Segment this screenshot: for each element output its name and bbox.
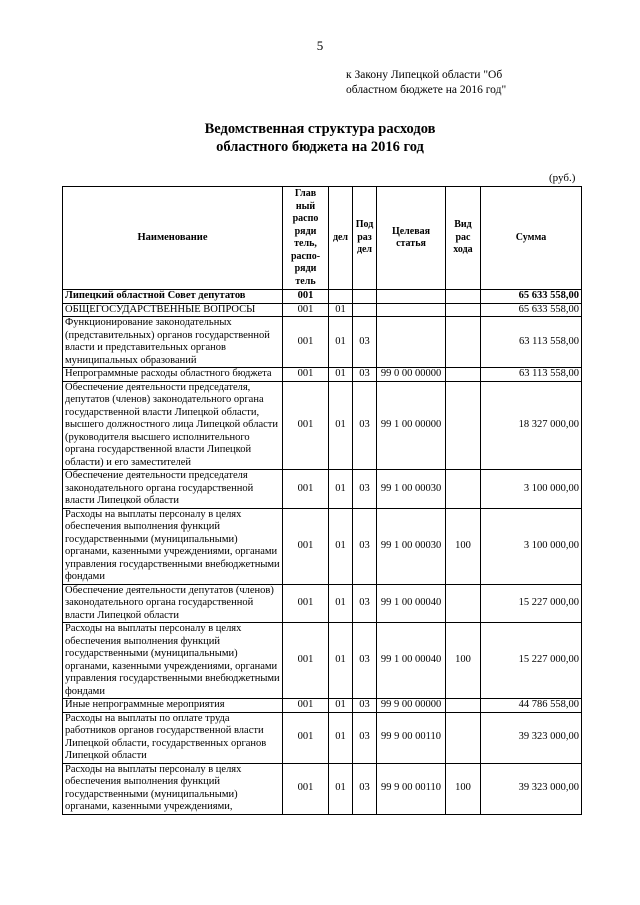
cell-sum: 15 227 000,00 bbox=[481, 623, 582, 699]
cell-sum: 3 100 000,00 bbox=[481, 508, 582, 584]
cell-target-article bbox=[377, 303, 446, 317]
cell-sum: 44 786 558,00 bbox=[481, 699, 582, 713]
table-row bbox=[63, 699, 582, 713]
document-title bbox=[0, 120, 640, 156]
cell-expense-type bbox=[446, 368, 481, 382]
cell-sum: 15 227 000,00 bbox=[481, 584, 582, 623]
table-row bbox=[63, 381, 582, 470]
cell-section: 01 bbox=[329, 470, 353, 509]
title-line-1: Ведомственная структура расходов bbox=[204, 121, 436, 137]
cell-target-article: 99 9 00 00110 bbox=[377, 763, 446, 814]
cell-target-article bbox=[377, 290, 446, 304]
cell-subsection bbox=[353, 290, 377, 304]
table-row bbox=[63, 368, 582, 382]
cell-chief-manager: 001 bbox=[283, 303, 329, 317]
currency-unit: (руб.) bbox=[549, 172, 576, 184]
table-row bbox=[63, 303, 582, 317]
cell-target-article: 99 1 00 00000 bbox=[377, 381, 446, 470]
header-sum: Сумма bbox=[481, 187, 582, 290]
cell-name: Иные непрограммные мероприятия bbox=[63, 699, 283, 713]
header-target-article: Целевая статья bbox=[377, 187, 446, 290]
cell-sum: 63 113 558,00 bbox=[481, 317, 582, 368]
cell-target-article: 99 1 00 00030 bbox=[377, 508, 446, 584]
header-chief-manager: Глав ный распо ряди тель, распо- ряди тель bbox=[283, 187, 329, 290]
cell-subsection: 03 bbox=[353, 623, 377, 699]
annex-line-1: к Закону Липецкой области "Об bbox=[346, 69, 503, 81]
cell-subsection: 03 bbox=[353, 699, 377, 713]
table-row bbox=[63, 508, 582, 584]
cell-expense-type bbox=[446, 470, 481, 509]
table-row bbox=[63, 317, 582, 368]
cell-chief-manager: 001 bbox=[283, 712, 329, 763]
cell-sum: 18 327 000,00 bbox=[481, 381, 582, 470]
cell-target-article: 99 9 00 00110 bbox=[377, 712, 446, 763]
cell-sum: 65 633 558,00 bbox=[481, 303, 582, 317]
cell-sum: 63 113 558,00 bbox=[481, 368, 582, 382]
cell-chief-manager: 001 bbox=[283, 470, 329, 509]
cell-subsection: 03 bbox=[353, 763, 377, 814]
cell-name: Расходы на выплаты персоналу в целях обеспечения выполнения функций государственными (муниципальными) органами, казенными учреждениями, органами управления государственными внебюджетными фондами bbox=[63, 508, 283, 584]
cell-sum: 3 100 000,00 bbox=[481, 470, 582, 509]
cell-target-article: 99 1 00 00030 bbox=[377, 470, 446, 509]
cell-name: Непрограммные расходы областного бюджета bbox=[63, 368, 283, 382]
cell-section: 01 bbox=[329, 508, 353, 584]
cell-expense-type: 100 bbox=[446, 763, 481, 814]
cell-subsection: 03 bbox=[353, 470, 377, 509]
cell-name: Липецкий областной Совет депутатов bbox=[63, 290, 283, 304]
cell-name: Функционирование законодательных (представительных) органов государственной власти и представительных органов муниципальных образований bbox=[63, 317, 283, 368]
cell-subsection: 03 bbox=[353, 317, 377, 368]
cell-chief-manager: 001 bbox=[283, 508, 329, 584]
cell-target-article bbox=[377, 317, 446, 368]
cell-chief-manager: 001 bbox=[283, 368, 329, 382]
cell-section: 01 bbox=[329, 368, 353, 382]
table-row bbox=[63, 623, 582, 699]
cell-subsection: 03 bbox=[353, 712, 377, 763]
cell-target-article: 99 1 00 00040 bbox=[377, 584, 446, 623]
cell-section: 01 bbox=[329, 317, 353, 368]
cell-expense-type bbox=[446, 712, 481, 763]
cell-section: 01 bbox=[329, 584, 353, 623]
header-section: дел bbox=[329, 187, 353, 290]
table-row bbox=[63, 584, 582, 623]
table-header-row bbox=[63, 187, 582, 290]
cell-section: 01 bbox=[329, 303, 353, 317]
cell-subsection: 03 bbox=[353, 381, 377, 470]
cell-section: 01 bbox=[329, 699, 353, 713]
cell-subsection: 03 bbox=[353, 368, 377, 382]
table-row bbox=[63, 290, 582, 304]
cell-expense-type bbox=[446, 381, 481, 470]
cell-name: Расходы на выплаты персоналу в целях обеспечения выполнения функций государственными (муниципальными) органами, казенными учреждениями, bbox=[63, 763, 283, 814]
cell-name: Обеспечение деятельности председателя, депутатов (членов) законодательного органа государственной власти Липецкой области, высшего должностного лица Липецкой области (руководителя высшего исполнительного органа государственной власти Липецкой области) и его заместителей bbox=[63, 381, 283, 470]
cell-expense-type bbox=[446, 317, 481, 368]
table-row bbox=[63, 763, 582, 814]
page-number: 5 bbox=[316, 38, 324, 53]
cell-expense-type bbox=[446, 699, 481, 713]
header-subsection: Под раз дел bbox=[353, 187, 377, 290]
cell-chief-manager: 001 bbox=[283, 584, 329, 623]
cell-name: Обеспечение деятельности депутатов (членов) законодательного органа государственной власти Липецкой области bbox=[63, 584, 283, 623]
cell-section: 01 bbox=[329, 763, 353, 814]
cell-subsection: 03 bbox=[353, 584, 377, 623]
cell-target-article: 99 0 00 00000 bbox=[377, 368, 446, 382]
cell-target-article: 99 1 00 00040 bbox=[377, 623, 446, 699]
table-row bbox=[63, 712, 582, 763]
cell-name: Расходы на выплаты по оплате труда работников органов государственной власти Липецкой области, государственных органов Липецкой области bbox=[63, 712, 283, 763]
cell-name: Расходы на выплаты персоналу в целях обеспечения выполнения функций государственными (муниципальными) органами, казенными учреждениями, органами управления государственными внебюджетными фондами bbox=[63, 623, 283, 699]
cell-sum: 39 323 000,00 bbox=[481, 712, 582, 763]
cell-section: 01 bbox=[329, 712, 353, 763]
annex-note bbox=[346, 68, 536, 98]
cell-chief-manager: 001 bbox=[283, 317, 329, 368]
header-name: Наименование bbox=[63, 187, 283, 290]
cell-sum: 39 323 000,00 bbox=[481, 763, 582, 814]
title-line-2: областного бюджета на 2016 год bbox=[216, 139, 424, 155]
cell-subsection: 03 bbox=[353, 508, 377, 584]
cell-subsection bbox=[353, 303, 377, 317]
cell-expense-type bbox=[446, 290, 481, 304]
header-expense-type: Вид рас хода bbox=[446, 187, 481, 290]
cell-chief-manager: 001 bbox=[283, 290, 329, 304]
cell-chief-manager: 001 bbox=[283, 623, 329, 699]
cell-section: 01 bbox=[329, 623, 353, 699]
cell-expense-type: 100 bbox=[446, 623, 481, 699]
cell-target-article: 99 9 00 00000 bbox=[377, 699, 446, 713]
cell-chief-manager: 001 bbox=[283, 699, 329, 713]
cell-expense-type: 100 bbox=[446, 508, 481, 584]
budget-table bbox=[62, 186, 582, 815]
annex-line-2: областном бюджете на 2016 год" bbox=[346, 84, 507, 96]
cell-chief-manager: 001 bbox=[283, 381, 329, 470]
cell-section bbox=[329, 290, 353, 304]
table-row bbox=[63, 470, 582, 509]
cell-name: ОБЩЕГОСУДАРСТВЕННЫЕ ВОПРОСЫ bbox=[63, 303, 283, 317]
cell-chief-manager: 001 bbox=[283, 763, 329, 814]
cell-expense-type bbox=[446, 584, 481, 623]
cell-name: Обеспечение деятельности председателя законодательного органа государственной власти Липецкой области bbox=[63, 470, 283, 509]
cell-expense-type bbox=[446, 303, 481, 317]
cell-sum: 65 633 558,00 bbox=[481, 290, 582, 304]
cell-section: 01 bbox=[329, 381, 353, 470]
